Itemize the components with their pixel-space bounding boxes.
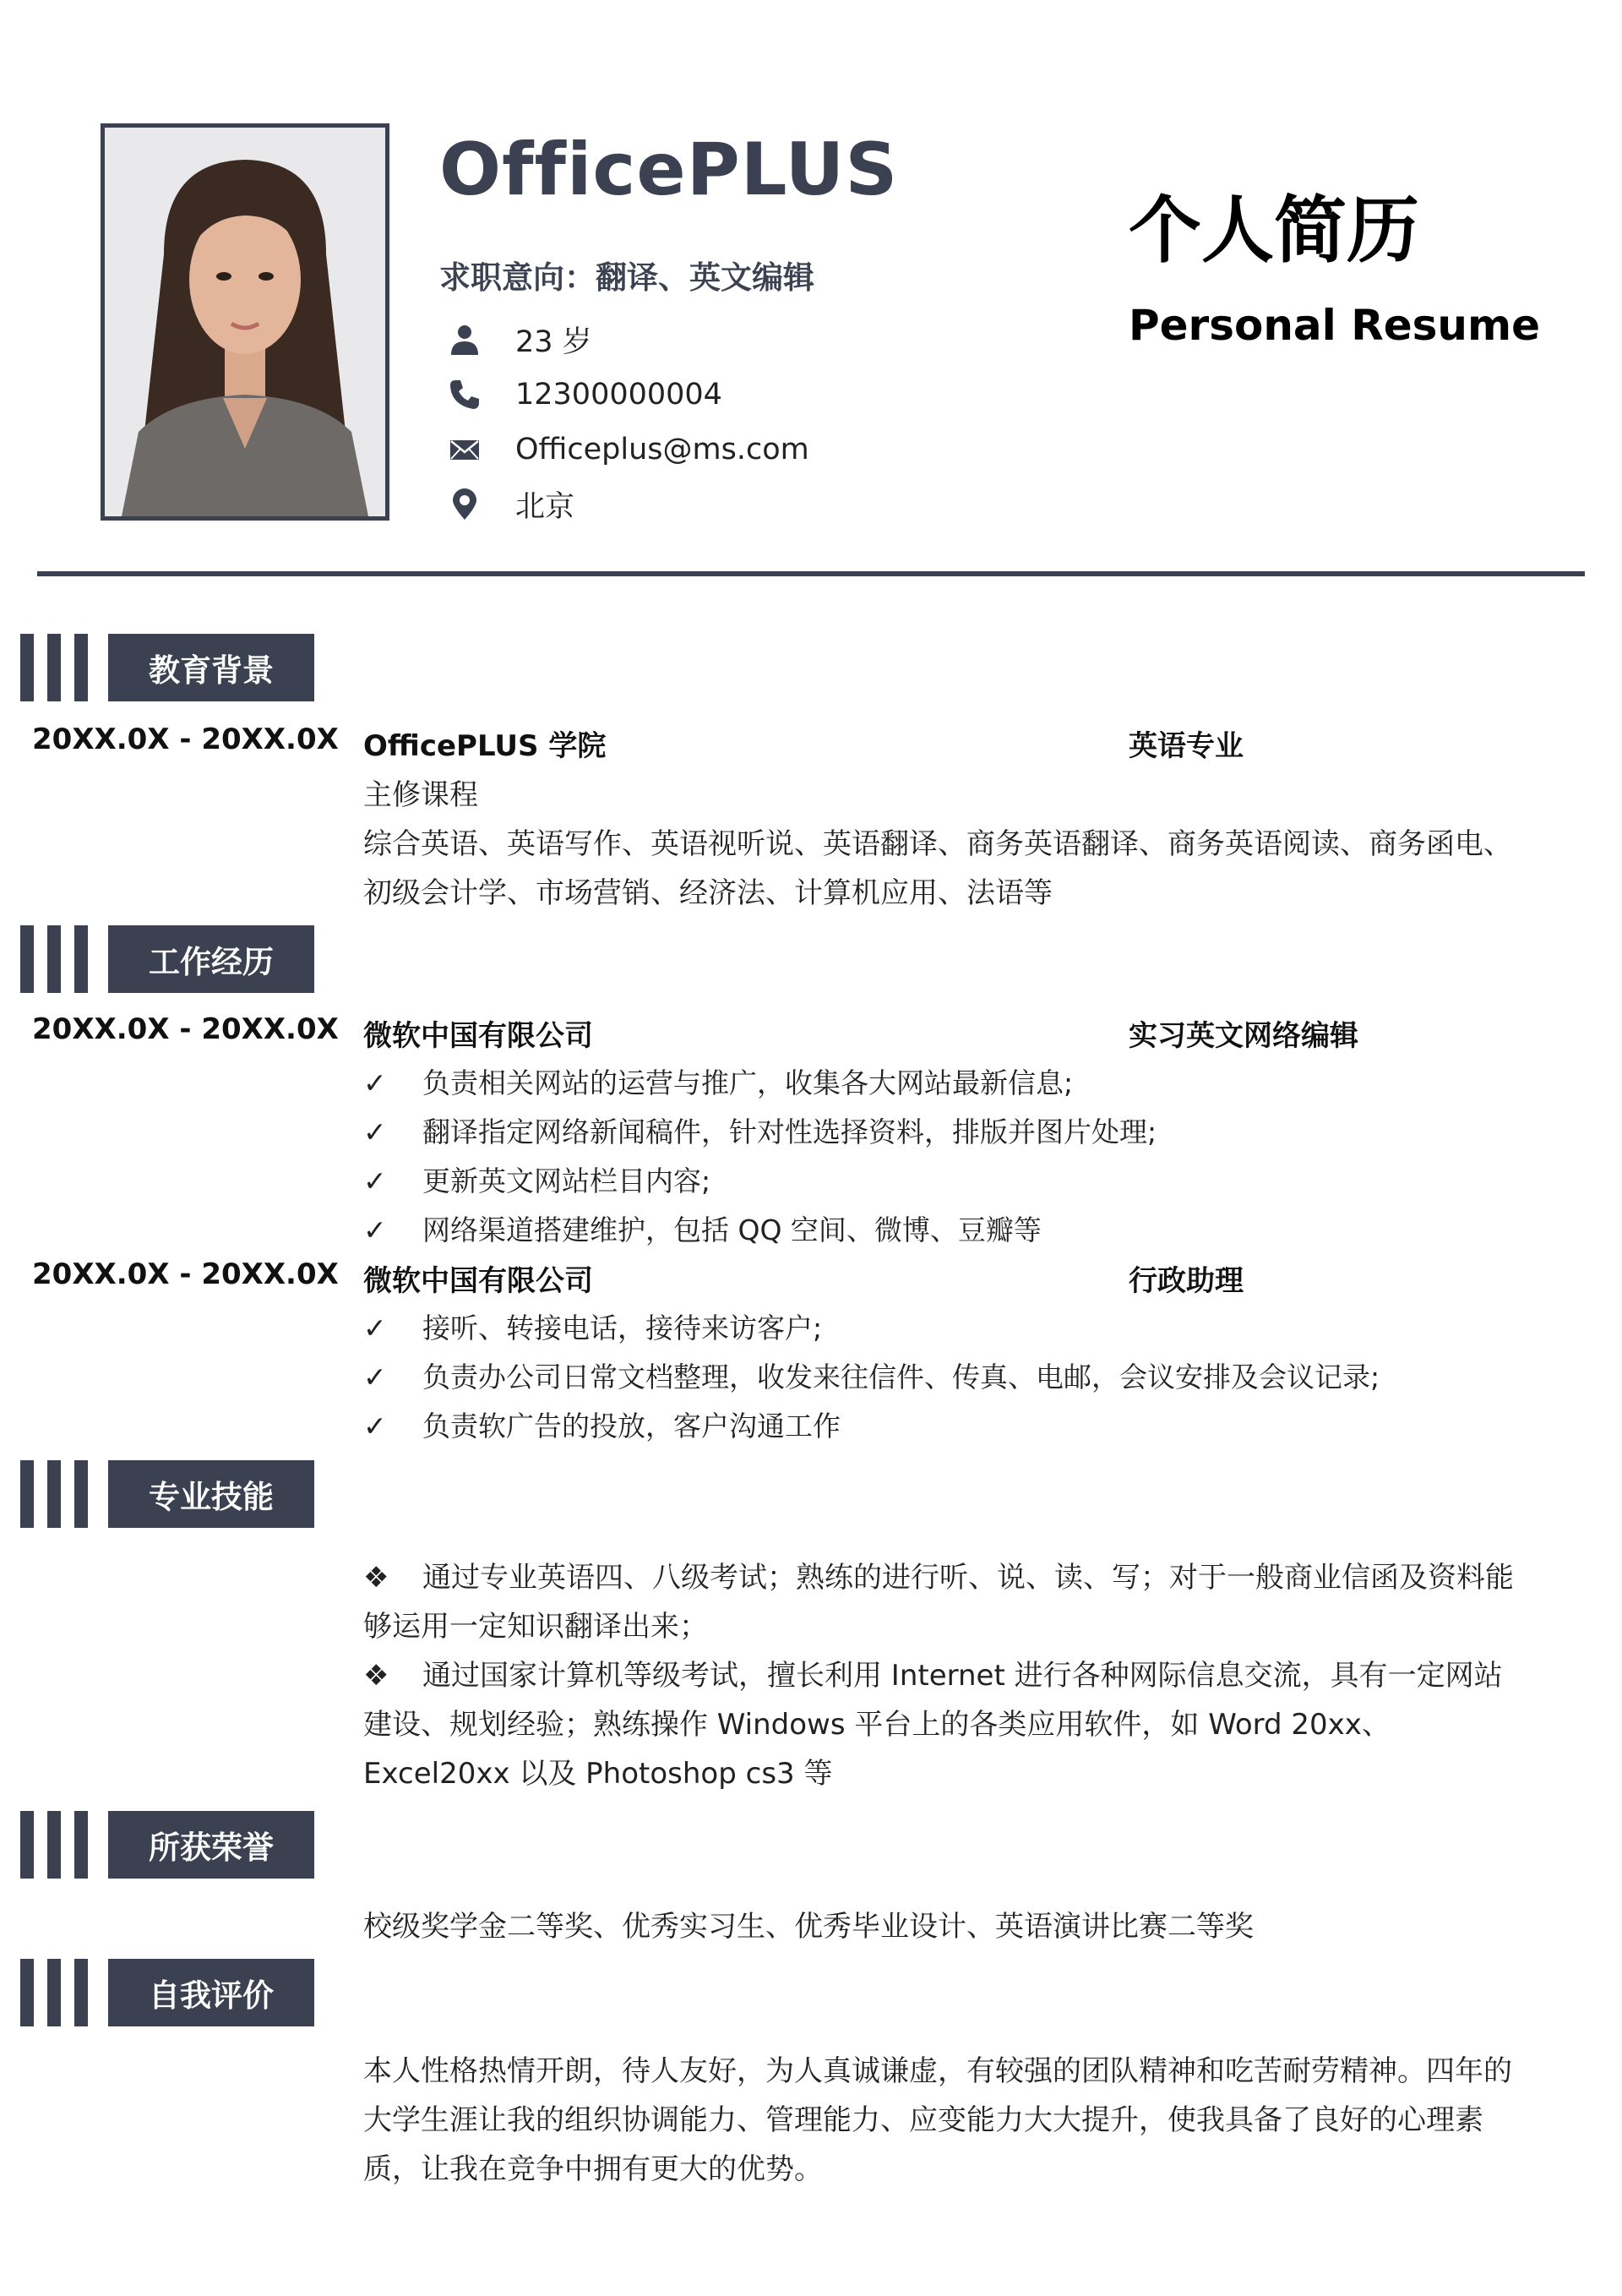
skill-item: ❖ 通过国家计算机等级考试，擅长利用 Internet 进行各种网际信息交流，具有一定网站建设、规划经验；熟练操作 Windows 平台上的各类应用软件，如 Word 20xx、Excel20xx 以及 Photoshop cs3 等 [363, 1651, 1529, 1798]
resume-title-cn: 个人简历 [1129, 188, 1419, 273]
section-label: 教育背景 [108, 634, 314, 701]
info-age [446, 319, 592, 360]
courses-line-1: 综合英语、英语写作、英语视听说、英语翻译、商务英语翻译、商务英语阅读、商务函电、 [363, 827, 1512, 861]
self-evaluation-text: 本人性格热情开朗，待人友好，为人真诚谦虚，有较强的团队精神和吃苦耐劳精神。四年的大学生涯让我的组织协调能力、管理能力、应变能力大大提升，使我具备了良好的心理素质，让我在竞争中拥有更大的优势。 [363, 2054, 1512, 2186]
job-intent: 求职意向：翻译、英文编辑 [439, 259, 814, 296]
person-icon [446, 321, 483, 358]
courses-line-2: 初级会计学、市场营销、经济法、计算机应用、法语等 [363, 876, 1053, 910]
job-1-item: ✓ 负责相关网站的运营与推广，收集各大网站最新信息; [363, 1066, 1074, 1099]
section-label: 专业技能 [108, 1460, 314, 1528]
check-icon: ✓ [363, 1213, 387, 1246]
check-icon: ✓ [363, 1361, 387, 1393]
job-1-role: 实习英文网络编辑 [1129, 1019, 1358, 1053]
job-2-company: 微软中国有限公司 [363, 1264, 593, 1298]
job-2-role: 行政助理 [1129, 1264, 1244, 1298]
email-text: Officeplus@ms.com [515, 433, 809, 466]
job-2-item: ✓ 负责软广告的投放，客户沟通工作 [363, 1410, 841, 1442]
info-location [446, 484, 574, 525]
job-1-item: ✓ 网络渠道搭建维护，包括 QQ 空间、微博、豆瓣等 [363, 1213, 1042, 1246]
location-text: 北京 [515, 490, 575, 524]
check-icon: ✓ [363, 1115, 387, 1148]
honors-text: 校级奖学金二等奖、优秀实习生、优秀毕业设计、英语演讲比赛二等奖 [363, 1910, 1254, 1944]
phone-text: 12300000004 [515, 378, 722, 412]
location-pin-icon [446, 486, 483, 523]
education-school: OfficePLUS 学院 [363, 729, 607, 763]
education-date: 20XX.0X - 20XX.0X [32, 723, 339, 756]
profile-photo [101, 123, 389, 521]
check-icon: ✓ [363, 1066, 387, 1099]
section-label: 自我评价 [108, 1959, 314, 2026]
resume-title-en: Personal Resume [1129, 301, 1540, 350]
job-2-item: ✓ 接听、转接电话，接待来访客户; [363, 1312, 823, 1344]
diamond-bullet-icon: ❖ [363, 1659, 389, 1693]
courses-label: 主修课程 [363, 778, 478, 812]
education-major: 英语专业 [1129, 729, 1244, 763]
job-1-date: 20XX.0X - 20XX.0X [32, 1012, 339, 1046]
mail-icon [446, 431, 483, 468]
header-divider [37, 571, 1585, 576]
candidate-name: OfficePLUS [439, 128, 899, 212]
job-1-item: ✓ 翻译指定网络新闻稿件，针对性选择资料，排版并图片处理; [363, 1115, 1157, 1148]
portrait-image [105, 128, 385, 516]
skill-item: ❖ 通过专业英语四、八级考试；熟练的进行听、说、读、写；对于一般商业信函及资料能够运用一定知识翻译出来； [363, 1553, 1529, 1651]
check-icon: ✓ [363, 1410, 387, 1442]
skills-list [363, 1553, 1529, 1798]
job-1-item: ✓ 更新英文网站栏目内容; [363, 1164, 711, 1197]
diamond-bullet-icon: ❖ [363, 1561, 389, 1595]
check-icon: ✓ [363, 1312, 387, 1344]
job-2-date: 20XX.0X - 20XX.0X [32, 1257, 339, 1291]
section-label: 工作经历 [108, 925, 314, 993]
section-label: 所获荣誉 [108, 1811, 314, 1879]
job-1-company: 微软中国有限公司 [363, 1019, 593, 1053]
info-email [446, 429, 809, 470]
age-text: 23 岁 [515, 325, 592, 359]
check-icon: ✓ [363, 1164, 387, 1197]
phone-icon [446, 376, 483, 413]
job-2-item: ✓ 负责办公司日常文档整理，收发来往信件、传真、电邮，会议安排及会议记录; [363, 1361, 1380, 1393]
info-phone [446, 374, 722, 415]
